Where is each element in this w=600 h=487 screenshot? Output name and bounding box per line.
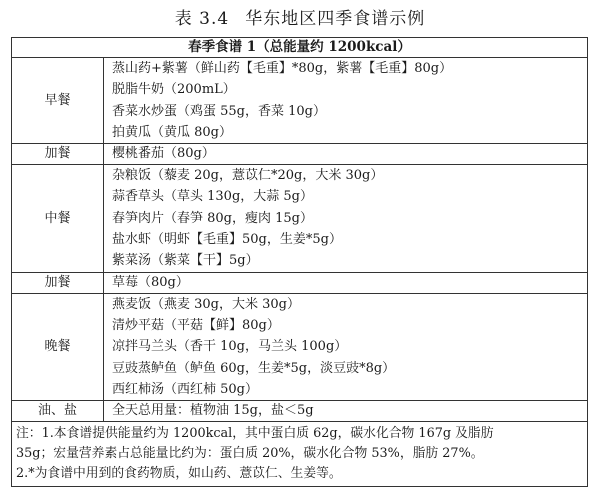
- foods-cell: [104, 144, 588, 165]
- table-row-snack-2: [12, 272, 588, 293]
- food-item: 草莓（80g）: [112, 274, 189, 290]
- table-row-breakfast: [12, 58, 588, 144]
- food-item: 紫菜汤（紫菜【干】5g）: [112, 253, 259, 269]
- food-item: 拍黄瓜（黄瓜 80g）: [112, 124, 232, 140]
- meal-label: 中餐: [12, 165, 104, 272]
- meal-label: 油、盐: [12, 401, 104, 422]
- note-line: 2.*为食谱中用到的食药物质，如山药、薏苡仁、生姜等。: [16, 466, 342, 482]
- foods-cell: [104, 293, 588, 400]
- food-item: 樱桃番茄（80g）: [112, 146, 215, 162]
- table-row-snack-1: [12, 144, 588, 165]
- table-number: 表 3.4: [174, 9, 230, 29]
- table-header-row: [12, 38, 588, 58]
- food-item: 全天总用量：植物油 15g，盐＜5g: [112, 403, 314, 419]
- table-row-dinner: [12, 293, 588, 400]
- meal-label: 晚餐: [12, 293, 104, 400]
- food-item: 清炒平菇（平菇【鲜】80g）: [112, 317, 280, 333]
- foods-cell: [104, 401, 588, 422]
- food-item: 蒸山药+紫薯（鲜山药【毛重】*80g，紫薯【毛重】80g）: [112, 61, 453, 76]
- notes-cell: [12, 422, 588, 487]
- table-row-oil-salt: [12, 401, 588, 422]
- food-item: 春笋肉片（春笋 80g，瘦肉 15g）: [112, 210, 313, 226]
- food-item: 燕麦饭（燕麦 30g，大米 30g）: [112, 296, 300, 312]
- food-item: 西红柿汤（西红柿 50g）: [112, 381, 258, 397]
- food-item: 香菜水炒蛋（鸡蛋 55g，香菜 10g）: [112, 103, 326, 119]
- table-notes-row: [12, 422, 588, 487]
- meal-label: 加餐: [12, 272, 104, 293]
- table-caption: 华东地区四季食谱示例: [245, 9, 426, 29]
- meal-label: 加餐: [12, 144, 104, 165]
- foods-cell: [104, 165, 588, 272]
- meal-label: 早餐: [12, 58, 104, 144]
- food-item: 豆豉蒸鲈鱼（鲈鱼 60g，生姜*5g，淡豆豉*8g）: [112, 360, 396, 376]
- foods-cell: [104, 272, 588, 293]
- food-item: 蒜香草头（草头 130g，大蒜 5g）: [112, 189, 313, 205]
- food-item: 盐水虾（明虾【毛重】50g，生姜*5g）: [112, 232, 342, 248]
- note-line: 注：1.本食谱提供能量约为 1200kcal，其中蛋白质 62g，碳水化合物 167g 及脂肪: [16, 426, 494, 442]
- plan-header: 春季食谱 1（总能量约 1200kcal）: [12, 38, 588, 58]
- food-item: 凉拌马兰头（香干 10g，马兰头 100g）: [112, 339, 348, 355]
- table-title: [0, 6, 600, 32]
- table-row-lunch: [12, 165, 588, 272]
- meal-plan-table: [11, 37, 588, 487]
- note-line: 35g；宏量营养素占总能量比约为：蛋白质 20%，碳水化合物 53%，脂肪 27%。: [16, 446, 484, 462]
- food-item: 杂粮饭（藜麦 20g，薏苡仁*20g，大米 30g）: [112, 168, 384, 184]
- foods-cell: [104, 58, 588, 144]
- food-item: 脱脂牛奶（200mL）: [112, 82, 236, 98]
